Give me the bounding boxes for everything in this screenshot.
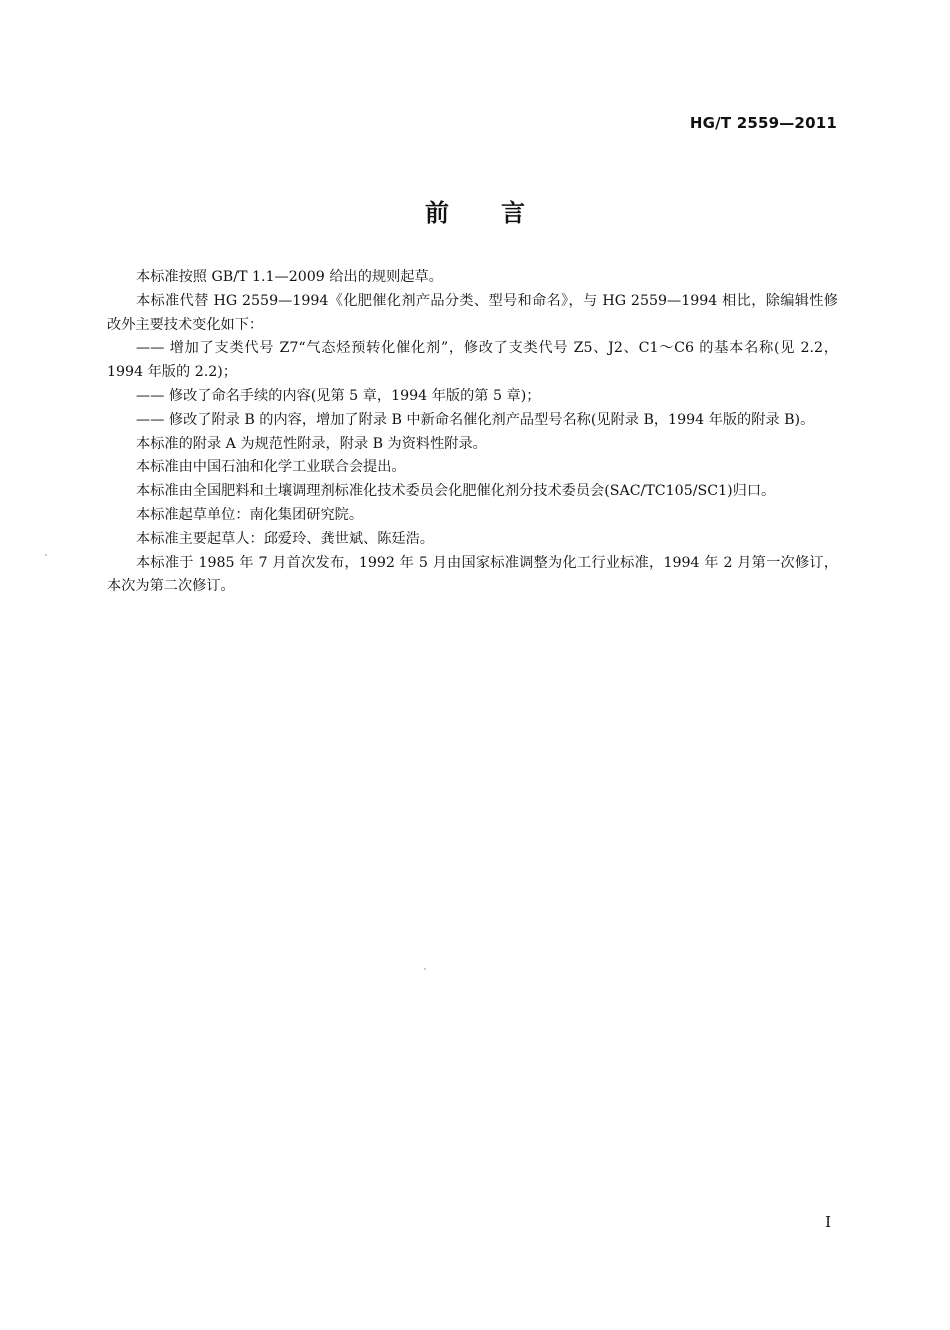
paragraph-committee: 本标准由全国肥料和土壤调理剂标准化技术委员会化肥催化剂分技术委员会(SAC/TC105/SC1)归口。: [136, 483, 776, 500]
standard-code: HG/T 2559—2011: [689, 114, 837, 132]
paragraph-proposer: 本标准由中国石油和化学工业联合会提出。: [136, 459, 406, 476]
foreword-body: [107, 266, 838, 599]
change-item-appendix-b: —— 修改了附录 B 的内容，增加了附录 B 中新命名催化剂产品型号名称(见附录 B，1994 年版的附录 B)。: [136, 411, 815, 428]
paragraph-appendices: 本标准的附录 A 为规范性附录，附录 B 为资料性附录。: [136, 435, 487, 452]
paragraph-drafters: 本标准主要起草人：邱爱玲、龚世斌、陈廷浩。: [136, 530, 434, 547]
paragraph-drafting-unit: 本标准起草单位：南化集团研究院。: [136, 506, 364, 523]
scan-speck: [424, 968, 426, 970]
paragraph-history: 本标准于 1985 年 7 月首次发布，1992 年 5 月由国家标准调整为化工行业标准，1994 年 2 月第一次修订，本次为第二次修订。: [107, 554, 838, 595]
page-title: 前言: [425, 199, 577, 227]
scan-speck: [45, 554, 47, 556]
change-item-naming-procedure: —— 修改了命名手续的内容(见第 5 章，1994 年版的第 5 章)；: [136, 387, 541, 404]
paragraph-replacement: 本标准代替 HG 2559—1994《化肥催化剂产品分类、型号和命名》，与 HG 2559—1994 相比，除编辑性修改外主要技术变化如下：: [107, 292, 838, 333]
change-item-category-code: —— 增加了支类代号 Z7“气态烃预转化催化剂”，修改了支类代号 Z5、J2、C1～C6 的基本名称(见 2.2，1994 年版的 2.2)；: [107, 340, 838, 381]
paragraph-drafting-rules: 本标准按照 GB/T 1.1—2009 给出的规则起草。: [136, 269, 443, 285]
page-number: I: [825, 1213, 831, 1231]
